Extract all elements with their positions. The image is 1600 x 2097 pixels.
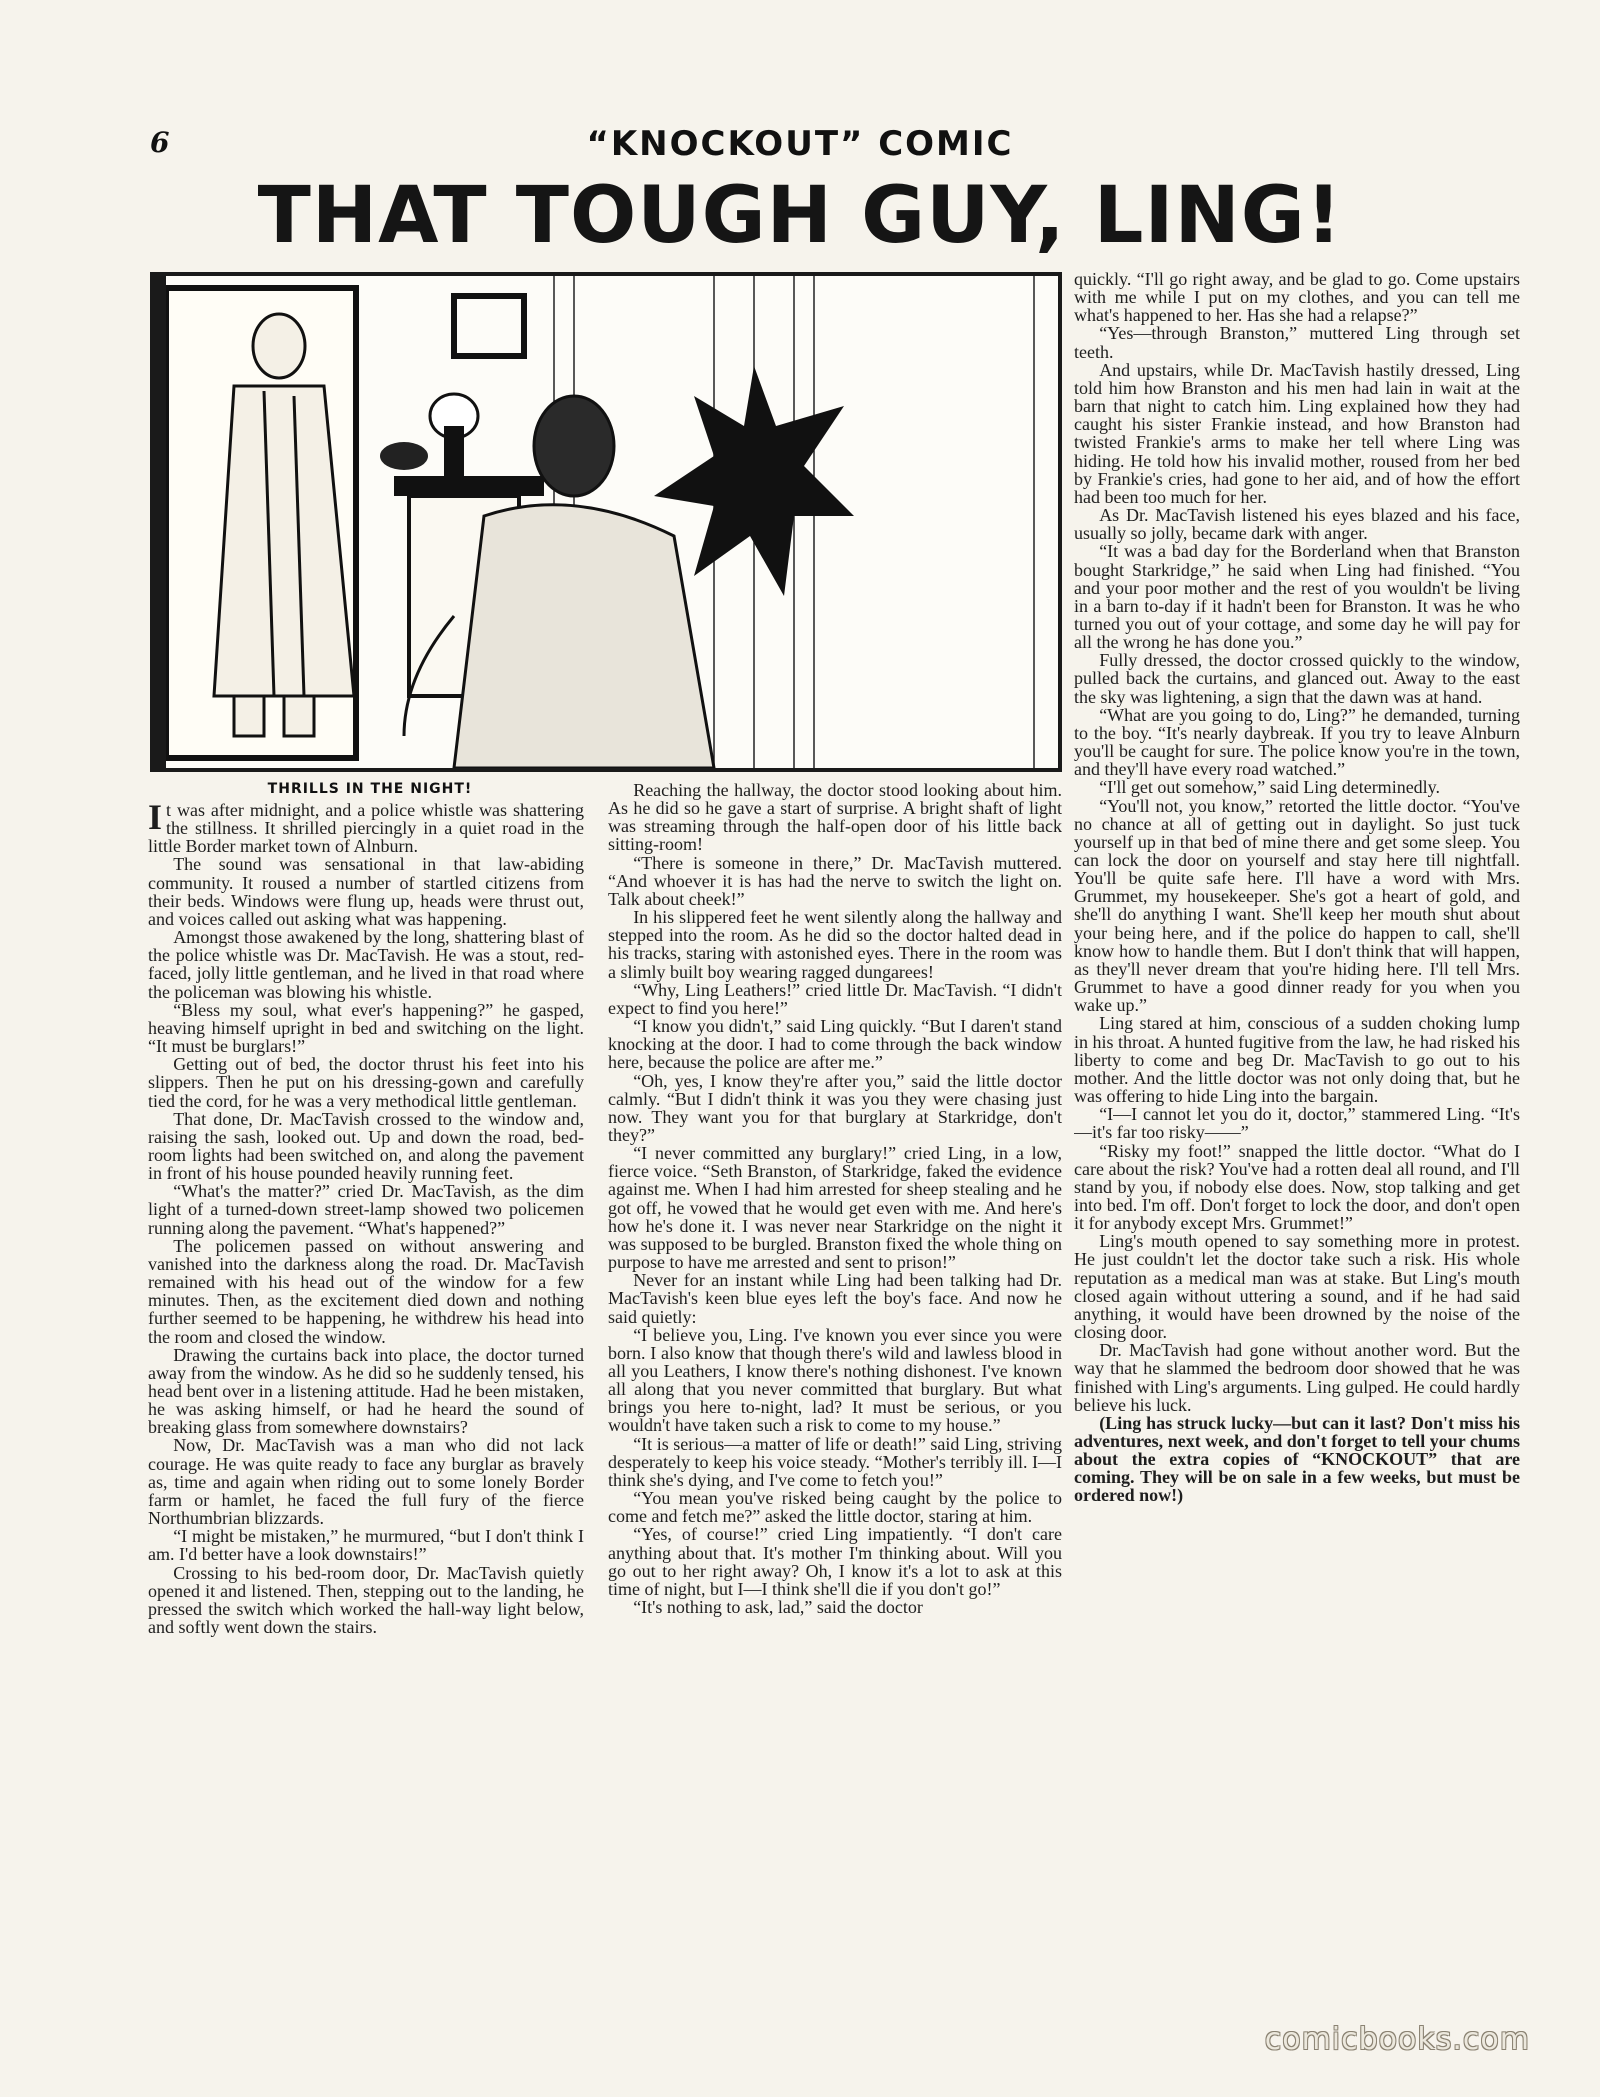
closing-note: (Ling has struck lucky—but can it last? Don't miss his adventures, next week, and don't forget to tell your chums about the extra copies of “KNOCKOUT” that are coming. They will be on sale in a few weeks, but must be ordered now!) [1074,1412,1520,1506]
paragraph: “Why, Ling Leathers!” cried little Dr. MacTavish. “I didn't expect to find you here!” [608,979,1062,1018]
paragraph: Dr. MacTavish had gone without another word. But the way that he slammed the bedroom door showed that he was finished with Ling's arguments. Ling gulped. He could hardly believe his luck. [1074,1340,1520,1415]
paragraph: “It was a bad day for the Borderland when that Branston bought Starkridge,” he said when Ling had finished. “You and your poor mother and the rest of you wouldn't be living in a barn to-day if it hadn't been for Branston. It was he who turned you out of your cottage, and some day he will pay for all the wrong he has done you.” [1074,541,1520,653]
paragraph: “Oh, yes, I know they're after you,” said the little doctor calmly. “But I didn't think it was you they were chasing just now. They want you for that burglary at Starkridge, don't they?” [608,1070,1062,1145]
paragraph: Crossing to his bed-room door, Dr. MacTavish quietly opened it and listened. Then, stepping out to the landing, he pressed the switch which worked the hall-way light below, and softly went down the stairs. [148,1562,584,1638]
paragraph: “I never committed any burglary!” cried Ling, in a low, fierce voice. “Seth Branston, of Starkridge, faked the evidence against me. When I had him arrested for sheep stealing and he got off, he vowed that he would get even with me. And here's how he's done it. I was never near Starkridge on the night it was supposed to be burgled. Branston fixed the whole thing on purpose to have me arrested and sent to prison!” [608,1143,1062,1273]
paragraph: Now, Dr. MacTavish was a man who did not lack courage. He was quite ready to face any burglar as bravely as, time and again when riding out to some lonely Border farm or hamlet, he faced the full fury of the fierce Northumbrian blizzards. [148,1435,584,1529]
illustration-caption: THRILLS IN THE NIGHT! [267,781,473,797]
paragraph: Ling stared at him, conscious of a sudden choking lump in his throat. A hunted fugitive from the law, he had risked his liberty to come and beg Dr. MacTavish to go out to his mother. And the little doctor was not only doing that, but he was offering to hide Ling into the bargain. [1074,1013,1520,1107]
paragraph: The policemen passed on without answering and vanished into the darkness along the road. Dr. MacTavish remained with his head out of the window for a few minutes. Then, as the excitement died down and nothing further seemed to be happening, he withdrew his head into the room and closed the window. [148,1235,584,1347]
paragraph: “You mean you've risked being caught by the police to come and fetch me?” asked the little doctor, staring at him. [608,1488,1062,1527]
paragraph: And upstairs, while Dr. MacTavish hastily dressed, Ling told him how Branston and his men had lain in wait at the barn that night to catch him. Ling explained how they had caught his sister Frankie instead, and how Branston had twisted Frankie's arms to make her tell where Ling was hiding. He told how his invalid mother, roused from her bed by Frankie's cries, had gone to her aid, and of how the effort had been too much for her. [1074,359,1520,507]
column-1 [148,801,584,1991]
paragraph: “You'll not, you know,” retorted the little doctor. “You've no chance at all of getting out in daylight. So just tuck yourself up in that bed of mine there and get some sleep. You can lock the door on yourself and stay here till nightfall. You'll be quite safe here. I'll have a word with Mrs. Grummet, my housekeeper. She's got a heart of gold, and she'll do anything I want. She'll keep her mouth shut about your being here, and if the police do happen to call, she'll know how to handle them. But I don't think that will happen, as they'll never dream that you're hiding here. I'll tell Mrs. Grummet to have a good dinner ready for you when you wake up.” [1074,795,1520,1016]
paragraph: “Risky my foot!” snapped the little doctor. “What do I care about the risk? You've had a rotten deal all round, and I'll stand by you, if nobody else does. Now, stop talking and get into bed. I'm off. Don't forget to lock the door, and don't open it for anybody except Mrs. Grummet!” [1074,1140,1520,1234]
illustration-drawing [154,276,1058,768]
paragraph: Fully dressed, the doctor crossed quickly to the window, pulled back the curtains, and glanced out. Away to the east the sky was lightening, a sign that the dawn was at hand. [1074,650,1520,707]
paragraph: “I believe you, Ling. I've known you ever since you were born. I also know that though there's wild and lawless blood in all you Leathers, I know there's nothing dishonest. I've known all along that you never committed that burglary. But what brings you here to-night, lad? It must be serious, or you wouldn't have taken such a risk to come to my house.” [608,1324,1062,1436]
page-number: 6 [150,126,170,159]
paragraph: It was after midnight, and a police whistle was shattering the stillness. It shrilled piercingly in a quiet road in the little Border market town of Alnburn. [148,801,584,857]
paragraph: Ling's mouth opened to say something more in protest. He just couldn't let the doctor take such a risk. His whole reputation as a medical man was at stake. But Ling's mouth closed again without uttering a sound, and if he had said anything, it would have been drowned by the noise of the closing door. [1074,1231,1520,1343]
paragraph: quickly. “I'll go right away, and be glad to go. Come upstairs with me while I put on my clothes, and you can tell me what's happened to her. Has she had a relapse?” [1074,270,1520,326]
story-title: THAT TOUGH GUY, LING! [257,171,1343,261]
paragraph: Getting out of bed, the doctor thrust his feet into his slippers. Then he put on his dressing-gown and carefully tied the cord, for he was a very methodical little gentleman. [148,1054,584,1111]
paragraph: Reaching the hallway, the doctor stood looking about him. As he did so he gave a start of surprise. A bright shaft of light was streaming through the half-open door of his little back sitting-room! [608,781,1062,855]
paragraph: “I might be mistaken,” he murmured, “but I don't think I am. I'd better have a look downstairs!” [148,1526,584,1565]
paragraph: “I—I cannot let you do it, doctor,” stammered Ling. “It's—it's far too risky——” [1074,1104,1520,1143]
paragraph: That done, Dr. MacTavish crossed to the window and, raising the sash, looked out. Up and down the road, bed-room lights had been switched on, and along the pavement in front of his house pounded heavily running feet. [148,1108,584,1184]
watermark: comicbooks.com [1264,2022,1530,2057]
paragraph: “What's the matter?” cried Dr. MacTavish, as the dim light of a turned-down street-lamp showed two policemen running along the pavement. “What's happened?” [148,1181,584,1238]
paragraph: “What are you going to do, Ling?” he demanded, turning to the boy. “It's nearly daybreak. If you try to leave Alnburn you'll be caught for sure. The police know you're in the town, and they'll have every road watched.” [1074,704,1520,780]
paragraph: “It's nothing to ask, lad,” said the doctor [633,1597,923,1618]
paragraph: The sound was sensational in that law-abiding community. It roused a number of startled citizens from their beds. Windows were flung up, heads were thrust out, and voices called out asking what was happening. [148,854,584,929]
paragraph: “I know you didn't,” said Ling quickly. “But I daren't stand knocking at the door. I had to come through the back window here, because the police are after me.” [608,1016,1062,1073]
paragraph: “There is someone in there,” Dr. MacTavish muttered. “And whoever it is has had the nerve to switch the light on. Talk about cheek!” [608,852,1062,909]
paragraph: “Yes—through Branston,” muttered Ling through set teeth. [1074,323,1520,362]
paragraph: “I'll get out somehow,” said Ling determinedly. [1099,777,1441,798]
paragraph: Amongst those awakened by the long, shattering blast of the police whistle was Dr. MacTavish. He was a stout, red-faced, jolly little gentleman, and he lived in that road where the policeman was blowing his whistle. [148,927,584,1002]
paragraph: As Dr. MacTavish listened his eyes blazed and his face, usually so jolly, became dark with anger. [1074,505,1520,544]
paragraph: “It is serious—a matter of life or death!” said Ling, striving desperately to keep his voice steady. “Mother's terribly ill. I—I think she's dying, and I've come to fetch you!” [608,1433,1062,1490]
column-2 [608,781,1062,1991]
paragraph: “Bless my soul, what ever's happening?” he gasped, heaving himself upright in bed and switching on the light. “It must be burglars!” [148,999,584,1057]
paragraph: “Yes, of course!” cried Ling impatiently. “I don't care anything about that. It's mother I'm thinking about. Will you go out to her right away? Oh, I know it's a lot to ask at this time of night, but I—I think she'll die if you don't go!” [608,1524,1062,1599]
story-illustration [150,272,1062,772]
paragraph: Drawing the curtains back into place, the doctor turned away from the window. As he did so he suddenly tensed, his head bent over in a listening attitude. Had he been mistaken, he was asking himself, or had he heard the sound of breaking glass from somewhere downstairs? [148,1344,584,1438]
paragraph: Never for an instant while Ling had been talking had Dr. MacTavish's keen blue eyes left the boy's face. And now he said quietly: [608,1270,1062,1327]
column-3 [1074,270,1520,1994]
paragraph: In his slippered feet he went silently along the hallway and stepped into the room. As he did so the doctor halted dead in his tracks, staring with astonished eyes. There in the room was a slimly built boy wearing ragged dungarees! [608,907,1062,982]
masthead: “KNOCKOUT” COMIC [586,124,1014,164]
